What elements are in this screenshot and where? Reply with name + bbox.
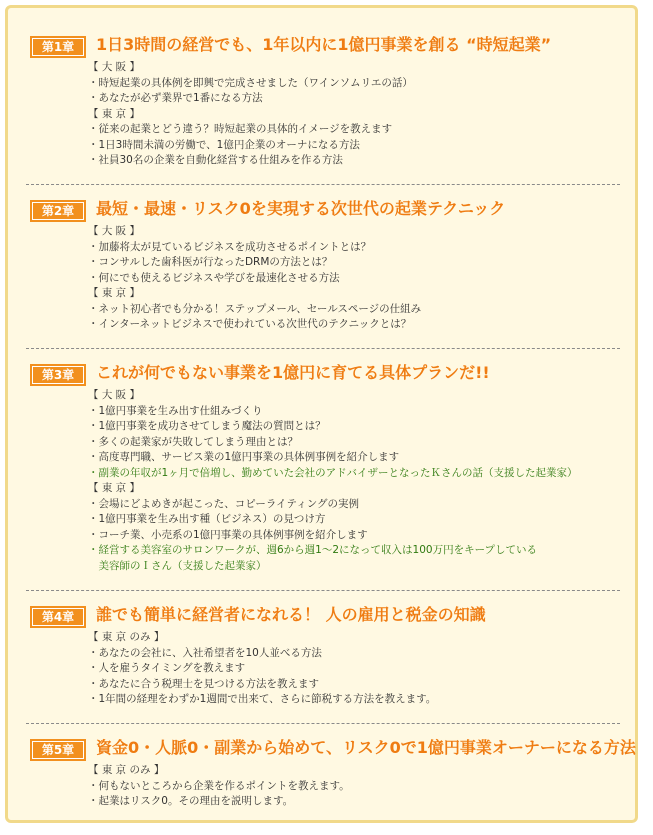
chapter-body — [88, 388, 618, 574]
chapter-badge: 第3章 — [30, 364, 86, 386]
divider — [26, 590, 620, 591]
list-item: ・社員30名の企業を自動化経営する仕組みを作る方法 — [88, 154, 343, 166]
list-item: ・コーチ業、小売系の1億円事業の具体例事例を紹介します — [88, 528, 368, 541]
section-tag: 【 大 阪 】 — [88, 61, 141, 73]
chapter-badge: 第4章 — [30, 606, 86, 628]
list-item: ・あなたに合う税理士を見つける方法を教えます — [88, 677, 319, 690]
divider — [26, 184, 620, 185]
list-item: ・1億円事業を生み出す仕組みづくり — [88, 404, 263, 417]
section-tag: 【 東 京 】 — [88, 482, 141, 494]
chapter-title: 誰でも簡単に経営者になれる！ 人の雇用と税金の知識 — [96, 605, 486, 624]
section-tag: 【 東 京 】 — [88, 107, 141, 120]
list-item: ・1億円事業を生み出す種（ビジネス）の見つけ方 — [88, 513, 326, 525]
section-tag: 【 大 阪 】 — [88, 225, 141, 237]
list-item: ・1億円事業を成功させてしまう魔法の質問とは？ — [88, 420, 326, 432]
chapter-body — [88, 224, 618, 333]
chapter-body — [88, 630, 618, 708]
highlight-item: 美容師のＩさん（支援した起業家） — [88, 559, 267, 572]
list-item: ・あなたの会社に、入社希望者を10人並べる方法 — [88, 646, 322, 659]
highlight-item: ・経営する美容室のサロンワークが、週6から週1～2になって収入は100万円をキープしている — [88, 544, 538, 556]
list-item: ・会場にどよめきが起こった、コピーライティングの実例 — [88, 497, 360, 510]
list-item: ・加藤将太が見ているビジネスを成功させるポイントとは？ — [88, 240, 372, 253]
chapter-title: 1日3時間の経営でも、1年以内に1億円事業を創る “時短起業” — [96, 35, 552, 54]
list-item: ・インターネットビジネスで使われている次世代のテクニックとは？ — [88, 318, 412, 330]
section-tag: 【 大 阪 】 — [88, 389, 141, 401]
list-item: ・1日3時間未満の労働で、1億円企業のオーナになる方法 — [88, 138, 360, 151]
chapter-title: これが何でもない事業を1億円に育てる具体プランだ!! — [96, 363, 490, 382]
chapter-title: 最短・最速・リスク0を実現する次世代の起業テクニック — [96, 199, 506, 218]
list-item: ・あなたが必ず業界で1番になる方法 — [88, 92, 263, 104]
list-item: ・何にでも使えるビジネスや学びを最速化させる方法 — [88, 271, 340, 284]
section-tag: 【 東 京 のみ 】 — [88, 764, 165, 776]
chapter-body — [88, 763, 618, 810]
chapter-body — [88, 60, 618, 169]
section-tag: 【 東 京 】 — [88, 287, 141, 299]
section-tag: 【 東 京 のみ 】 — [88, 631, 165, 643]
chapter-badge: 第1章 — [30, 36, 86, 58]
list-item: ・ネット初心者でも分かる！ステップメール、セールスページの仕組み — [88, 302, 422, 315]
list-item: ・起業はリスク0。その理由を説明します。 — [88, 795, 294, 807]
list-item: ・多くの起業家が失敗してしまう理由とは？ — [88, 435, 298, 448]
highlight-item: ・副業の年収が1ヶ月で倍増し、勤めていた会社のアドバイザーとなったＫさんの話（支援した起業家） — [88, 466, 578, 479]
agenda-panel — [5, 5, 638, 823]
list-item: ・従来の起業とどう違う？時短起業の具体的イメージを教えます — [88, 123, 393, 135]
chapter-title: 資金0・人脈0・副業から始めて、リスク0で1億円事業オーナーになる方法 — [96, 738, 636, 757]
chapter-badge: 第2章 — [30, 200, 86, 222]
list-item: ・コンサルした歯科医が行なったDRMの方法とは？ — [88, 256, 333, 268]
list-item: ・高度専門職、サービス業の1億円事業の具体例事例を紹介します — [88, 451, 400, 463]
list-item: ・人を雇うタイミングを教えます — [88, 662, 246, 674]
list-item: ・時短起業の具体例を即興で完成させました（ワインソムリエの話） — [88, 76, 413, 89]
list-item: ・1年間の経理をわずか1週間で出来て、さらに節税する方法を教えます。 — [88, 693, 437, 705]
list-item: ・何もないところから企業を作るポイントを教えます。 — [88, 779, 350, 792]
chapter-badge: 第5章 — [30, 739, 86, 761]
divider — [26, 348, 620, 349]
divider — [26, 723, 620, 724]
